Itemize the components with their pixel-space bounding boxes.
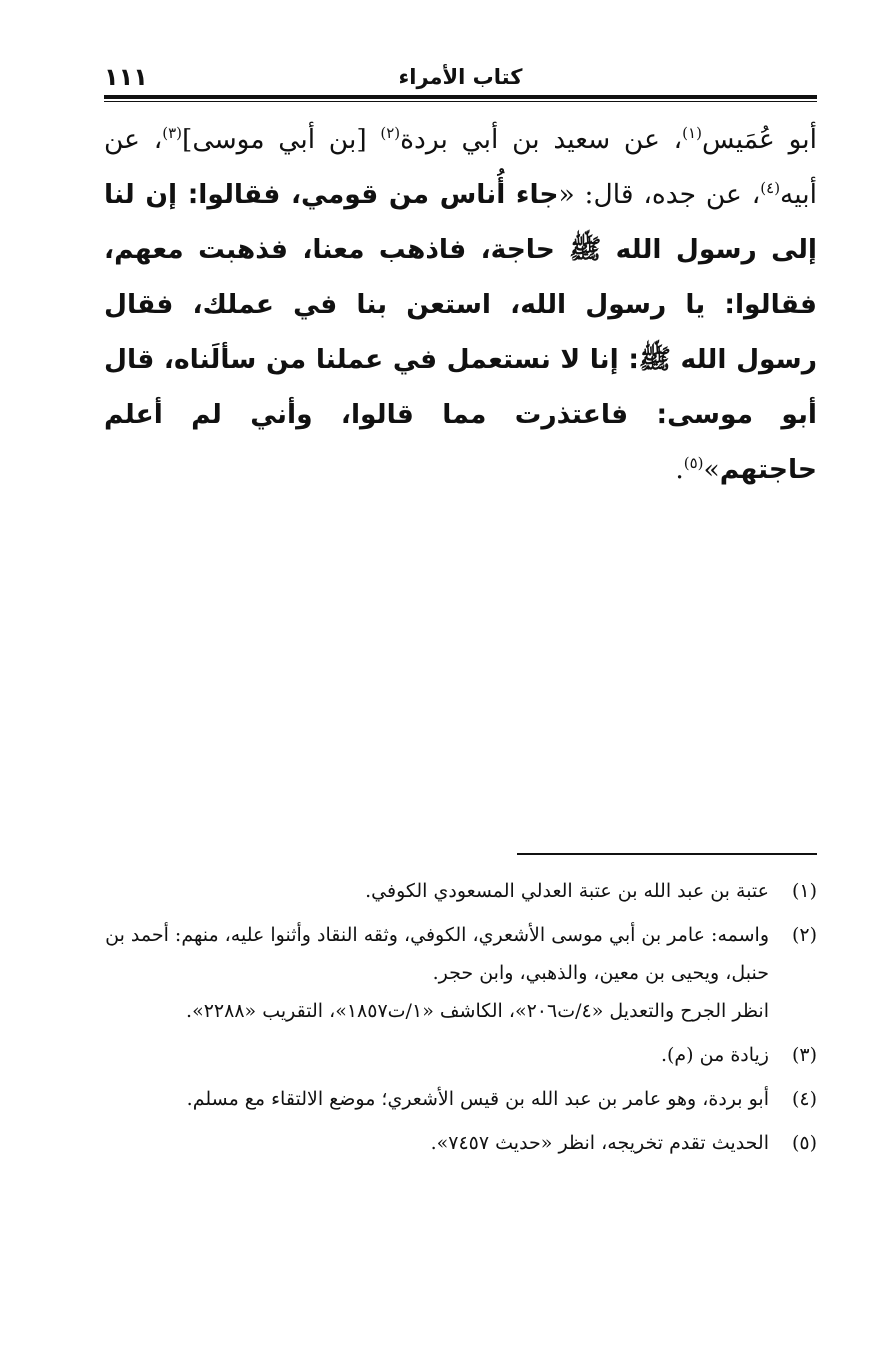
footnote-4 — [104, 1080, 817, 1118]
header-rule-thin — [104, 101, 817, 102]
footnote-text: الحديث تقدم تخريجه، انظر «حديث ٧٤٥٧». — [430, 1132, 769, 1154]
footnote-number: (١) — [791, 880, 817, 902]
footnote-number: (٤) — [791, 1088, 817, 1110]
footnote-ref-1: (١) — [682, 124, 702, 143]
footnote-number: (٢) — [791, 924, 817, 946]
header-rule-thick — [104, 95, 817, 99]
final-period: . — [675, 454, 684, 485]
footnote-text: عتبة بن عبد الله بن عتبة العدلي المسعودي الكوفي. — [365, 880, 769, 902]
bracketed-addition: [بن أبي موسى] — [182, 124, 381, 155]
running-header — [104, 60, 817, 96]
main-text — [104, 112, 817, 497]
book-title: كتاب الأمراء — [398, 65, 523, 89]
narrator-text: أبو عُمَيس — [701, 124, 817, 155]
footnote-ref-4: (٤) — [760, 179, 781, 198]
footnote-5 — [104, 1124, 817, 1162]
narrator-text: ، عن سعيد بن أبي بردة — [400, 124, 683, 155]
footnote-1 — [104, 872, 817, 910]
hadith-paragraph — [104, 112, 817, 497]
footnote-ref-3: (٣) — [162, 124, 183, 143]
hadith-text: جاء أُناس من قومي، فقالوا: إن لنا إلى رسول الله ﷺ حاجة، فاذهب معنا، فذهبت معهم، فقالوا: يا رسول الله، استعن بنا في عملك، فقال رسول الله ﷺ: إنا لا نستعمل في عملنا من سألَناه، قال أبو موسى: فاعتذرت مما قالوا، وأني لم أعلم حاجتهم — [104, 179, 817, 485]
footnote-2 — [104, 916, 817, 1030]
footnote-number: (٥) — [791, 1132, 817, 1154]
footnotes — [104, 872, 817, 1168]
footnote-ref-5: (٥) — [683, 454, 704, 473]
footnote-text: واسمه: عامر بن أبي موسى الأشعري، الكوفي، وثقه النقاد وأثنوا عليه، منهم: أحمد بن حنبل، ويحيى بن معين، والذهبي، وابن حجر. — [105, 924, 769, 984]
closing-quote: » — [703, 454, 720, 485]
footnote-ref-2: (٢) — [380, 124, 401, 143]
footnote-separator — [517, 853, 817, 855]
narrator-text: ، عن جده، قال: « — [558, 179, 761, 210]
footnote-text: أبو بردة، وهو عامر بن عبد الله بن قيس الأشعري؛ موضع الالتقاء مع مسلم. — [186, 1088, 769, 1110]
footnote-text: انظر الجرح والتعديل «٤/ت٢٠٦»، الكاشف «١/ت١٨٥٧»، التقريب «٢٢٨٨». — [186, 1000, 769, 1022]
footnote-number: (٣) — [791, 1044, 817, 1066]
page-number: ١١١ — [104, 63, 148, 91]
footnote-3 — [104, 1036, 817, 1074]
footnote-text: زيادة من (م). — [660, 1044, 769, 1066]
narrator-text: ، عن أبيه — [104, 124, 817, 210]
